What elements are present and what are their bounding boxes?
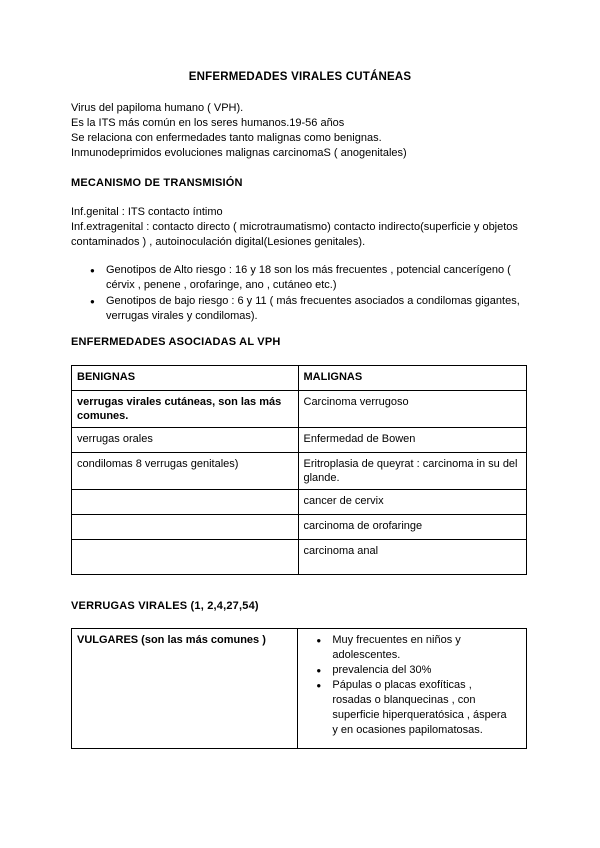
- table-cell: Enfermedad de Bowen: [298, 428, 527, 453]
- list-item: ● Genotipos de bajo riesgo : 6 y 11 ( más frecuentes asociados a condilomas gigantes, verrugas virales y condilomas).: [90, 294, 540, 324]
- intro-line: Se relaciona con enfermedades tanto malignas como benignas.: [71, 132, 382, 144]
- table-cell: [72, 490, 299, 515]
- table-cell: Carcinoma verrugoso: [298, 391, 527, 428]
- table-cell: VULGARES (son las más comunes ): [72, 629, 298, 749]
- associated-heading: ENFERMEDADES ASOCIADAS AL VPH: [71, 336, 281, 348]
- table-row: [72, 428, 527, 453]
- table-row: [72, 490, 527, 515]
- transmission-line: contaminados ) , autoinoculación digital(Lesiones genitales).: [71, 236, 366, 248]
- associated-diseases-table: [71, 365, 527, 575]
- table-row: [72, 391, 527, 428]
- transmission-line: Inf.genital : ITS contacto íntimo: [71, 206, 223, 218]
- table-cell: [72, 540, 299, 575]
- list-item: ● prevalencia del 30%: [312, 663, 512, 678]
- table-cell: verrugas orales: [72, 428, 299, 453]
- table-cell: [72, 515, 299, 540]
- table-row: [72, 629, 527, 749]
- genotype-list: [90, 263, 540, 325]
- table-header-cell: MALIGNAS: [298, 366, 527, 391]
- transmission-line: Inf.extragenital : contacto directo ( microtraumatismo) contacto indirecto(superficie y objetos: [71, 221, 518, 233]
- list-item: ● Pápulas o placas exofíticas , rosadas o blanquecinas , con superficie hiperqueratósica , áspera y en ocasiones papilomatosas.: [312, 678, 512, 738]
- table-row: [72, 540, 527, 575]
- table-row: [72, 453, 527, 490]
- list-item: ● Muy frecuentes en niños y adolescentes.: [312, 633, 512, 663]
- table-cell: carcinoma anal: [298, 540, 527, 575]
- table-cell: [298, 629, 527, 749]
- table-row: [72, 515, 527, 540]
- table-cell: cancer de cervix: [298, 490, 527, 515]
- list-item: ● Genotipos de Alto riesgo : 16 y 18 son los más frecuentes , potencial cancerígeno ( cérvix , penene , orofaringe, ano , cutáneo etc.): [90, 263, 540, 293]
- document-title: ENFERMEDADES VIRALES CUTÁNEAS: [188, 71, 412, 83]
- intro-line: Virus del papiloma humano ( VPH).: [71, 102, 244, 114]
- table-header-cell: BENIGNAS: [72, 366, 299, 391]
- table-cell: verrugas virales cutáneas, son las más comunes.: [72, 391, 299, 428]
- warts-heading: VERRUGAS VIRALES (1, 2,4,27,54): [71, 600, 259, 612]
- transmission-paragraph: [71, 205, 541, 250]
- intro-line: Es la ITS más común en los seres humanos.19-56 años: [71, 117, 345, 129]
- viral-warts-table: [71, 628, 527, 749]
- table-header-row: [72, 366, 527, 391]
- table-cell: carcinoma de orofaringe: [298, 515, 527, 540]
- table-cell: condilomas 8 verrugas genitales): [72, 453, 299, 490]
- warts-feature-list: [312, 633, 512, 738]
- intro-line: Inmunodeprimidos evoluciones malignas carcinomaS ( anogenitales): [71, 147, 407, 159]
- table-cell: Eritroplasia de queyrat : carcinoma in su del glande.: [298, 453, 527, 490]
- transmission-heading: MECANISMO DE TRANSMISIÓN: [71, 177, 243, 189]
- intro-paragraph: [71, 101, 541, 161]
